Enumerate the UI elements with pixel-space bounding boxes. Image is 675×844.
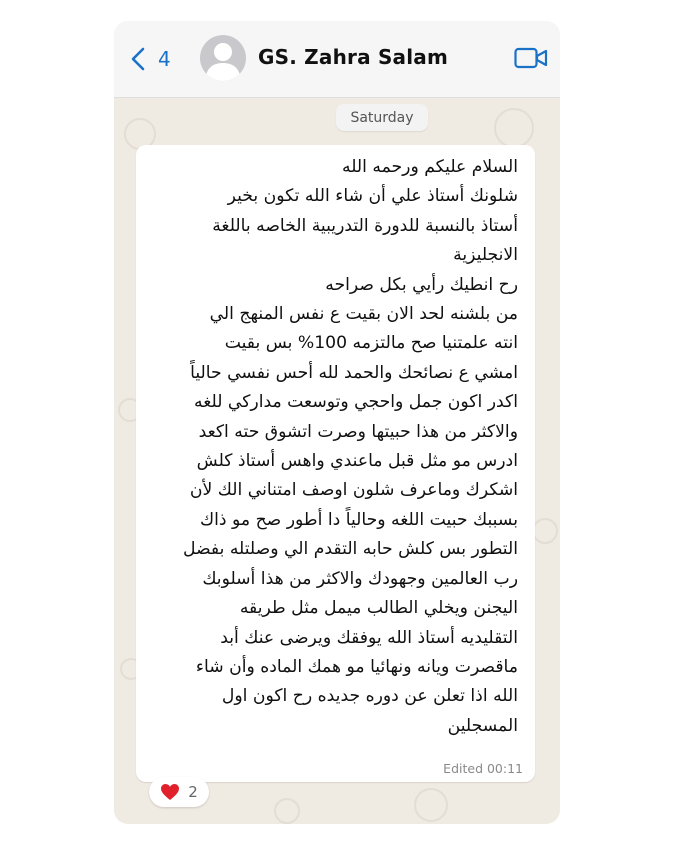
message-line: شلونك أستاذ علي أن شاء الله تكون بخير — [227, 186, 518, 207]
message-line: اشكرك وماعرف شلون اوصف امتناني الك لأن — [189, 480, 518, 501]
message-line: من بلشنه لحد الان بقيت ع نفس المنهج الي — [209, 304, 518, 325]
message-line: أستاذ بالنسبة للدورة التدريبية الخاصه باللغة — [212, 215, 518, 236]
message-line: انته علمتنيا صح مالتزمه 100% بس بقيت — [224, 333, 518, 354]
message-line: والاكثر من هذا حبيتها وصرت اتشوق حته اكعد — [198, 421, 518, 442]
message-line: المسجلين — [447, 715, 518, 736]
contact-name[interactable]: GS. Zahra Salam — [258, 45, 449, 69]
message-timestamp: Edited 00:11 — [443, 761, 523, 776]
chevron-left-icon — [130, 47, 146, 71]
red-heart-icon — [160, 783, 180, 801]
message-line: رح انطيك رأيي بكل صراحه — [325, 274, 518, 295]
message-line: اكدر اكون جمل واحجي وتوسعت مداركي للغه — [194, 392, 518, 413]
reaction-count: 2 — [188, 783, 198, 801]
message-text — [158, 153, 518, 741]
video-call-button[interactable] — [514, 47, 548, 69]
message-line: التقليديه أستاذ الله يوفقك ويرضى عنك أبد — [220, 627, 518, 648]
message-bubble[interactable] — [136, 145, 535, 782]
message-line: اليجنن ويخلي الطالب ميمل مثل طريقه — [239, 598, 518, 619]
contact-avatar[interactable] — [200, 35, 246, 81]
back-button[interactable] — [130, 45, 171, 73]
message-line: بسببك حبيت اللغه وحالياً دا أطور صح مو ذاك — [199, 509, 518, 530]
date-separator: Saturday — [336, 104, 428, 131]
default-avatar-icon — [200, 35, 246, 81]
message-line: التطور بس كلش حابه التقدم الي وصلتله بفضل — [182, 539, 518, 560]
message-line: ماقصرت ويانه ونهائيا مو همك الماده وأن شاء — [195, 656, 518, 677]
chat-screen — [114, 21, 560, 824]
reaction-badge[interactable] — [149, 777, 209, 807]
chat-header — [114, 21, 560, 98]
message-line: ادرس مو مثل قبل ماعندي واهس أستاذ كلش — [196, 451, 518, 472]
message-line: الله اذا تعلن عن دوره جديده رح اكون اول — [221, 686, 518, 707]
video-camera-icon — [514, 47, 548, 69]
message-line: امشي ع نصائحك والحمد لله أحس نفسي حالياً — [190, 362, 518, 383]
message-line: الانجليزية — [453, 245, 518, 266]
message-line: رب العالمين وجهودك والاكثر من هذا أسلوبك — [202, 568, 518, 589]
message-line: السلام عليكم ورحمه الله — [342, 157, 518, 177]
unread-count: 4 — [158, 47, 171, 71]
